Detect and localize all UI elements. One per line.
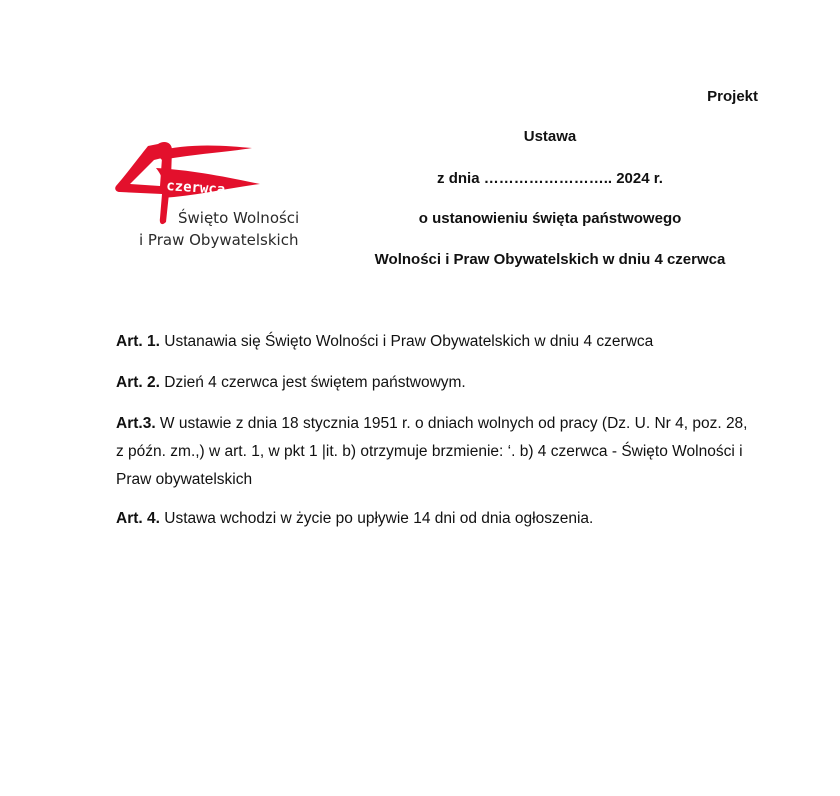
document-title: Ustawa bbox=[523, 128, 577, 145]
document-subject-line-1: o ustanowieniu święta państwowego bbox=[418, 210, 682, 227]
logo-banner-text: czerwca bbox=[165, 178, 226, 199]
article-1-text: Ustanawia się Święto Wolności i Praw Obywatelskich w dniu 4 czerwca bbox=[159, 333, 654, 350]
document-subject-line-2: Wolności i Praw Obywatelskich w dniu 4 czerwca bbox=[374, 251, 726, 268]
article-4 bbox=[116, 507, 756, 531]
document-date-line: z dnia …………………….. 2024 r. bbox=[437, 170, 663, 187]
article-2-number: Art. 2. bbox=[116, 374, 160, 391]
article-3-number: Art.3. bbox=[116, 415, 156, 432]
logo-text-line-2: i Praw Obywatelskich bbox=[139, 231, 299, 249]
article-1 bbox=[116, 330, 756, 354]
article-1-number: Art. 1. bbox=[116, 333, 160, 350]
logo-text-line-1: Święto Wolności bbox=[178, 209, 300, 227]
article-3 bbox=[116, 410, 756, 494]
article-2-text: Dzień 4 czerwca jest świętem państwowym. bbox=[159, 374, 466, 391]
logo-4-czerwca bbox=[110, 138, 320, 258]
article-3-text: W ustawie z dnia 18 stycznia 1951 r. o dniach wolnych od pracy (Dz. U. Nr 4, poz. 28, z późn. zm.,) w art. 1, w pkt 1 |it. b) otrzymuje brzmienie: ‘. b) 4 czerwca - Święto Wolności i Praw obywatelskich bbox=[116, 415, 748, 488]
articles-section bbox=[116, 330, 756, 548]
article-2 bbox=[116, 371, 756, 395]
article-4-number: Art. 4. bbox=[116, 510, 160, 527]
article-4-text: Ustawa wchodzi w życie po upływie 14 dni od dnia ogłoszenia. bbox=[159, 510, 594, 527]
project-label: Projekt bbox=[707, 88, 758, 105]
